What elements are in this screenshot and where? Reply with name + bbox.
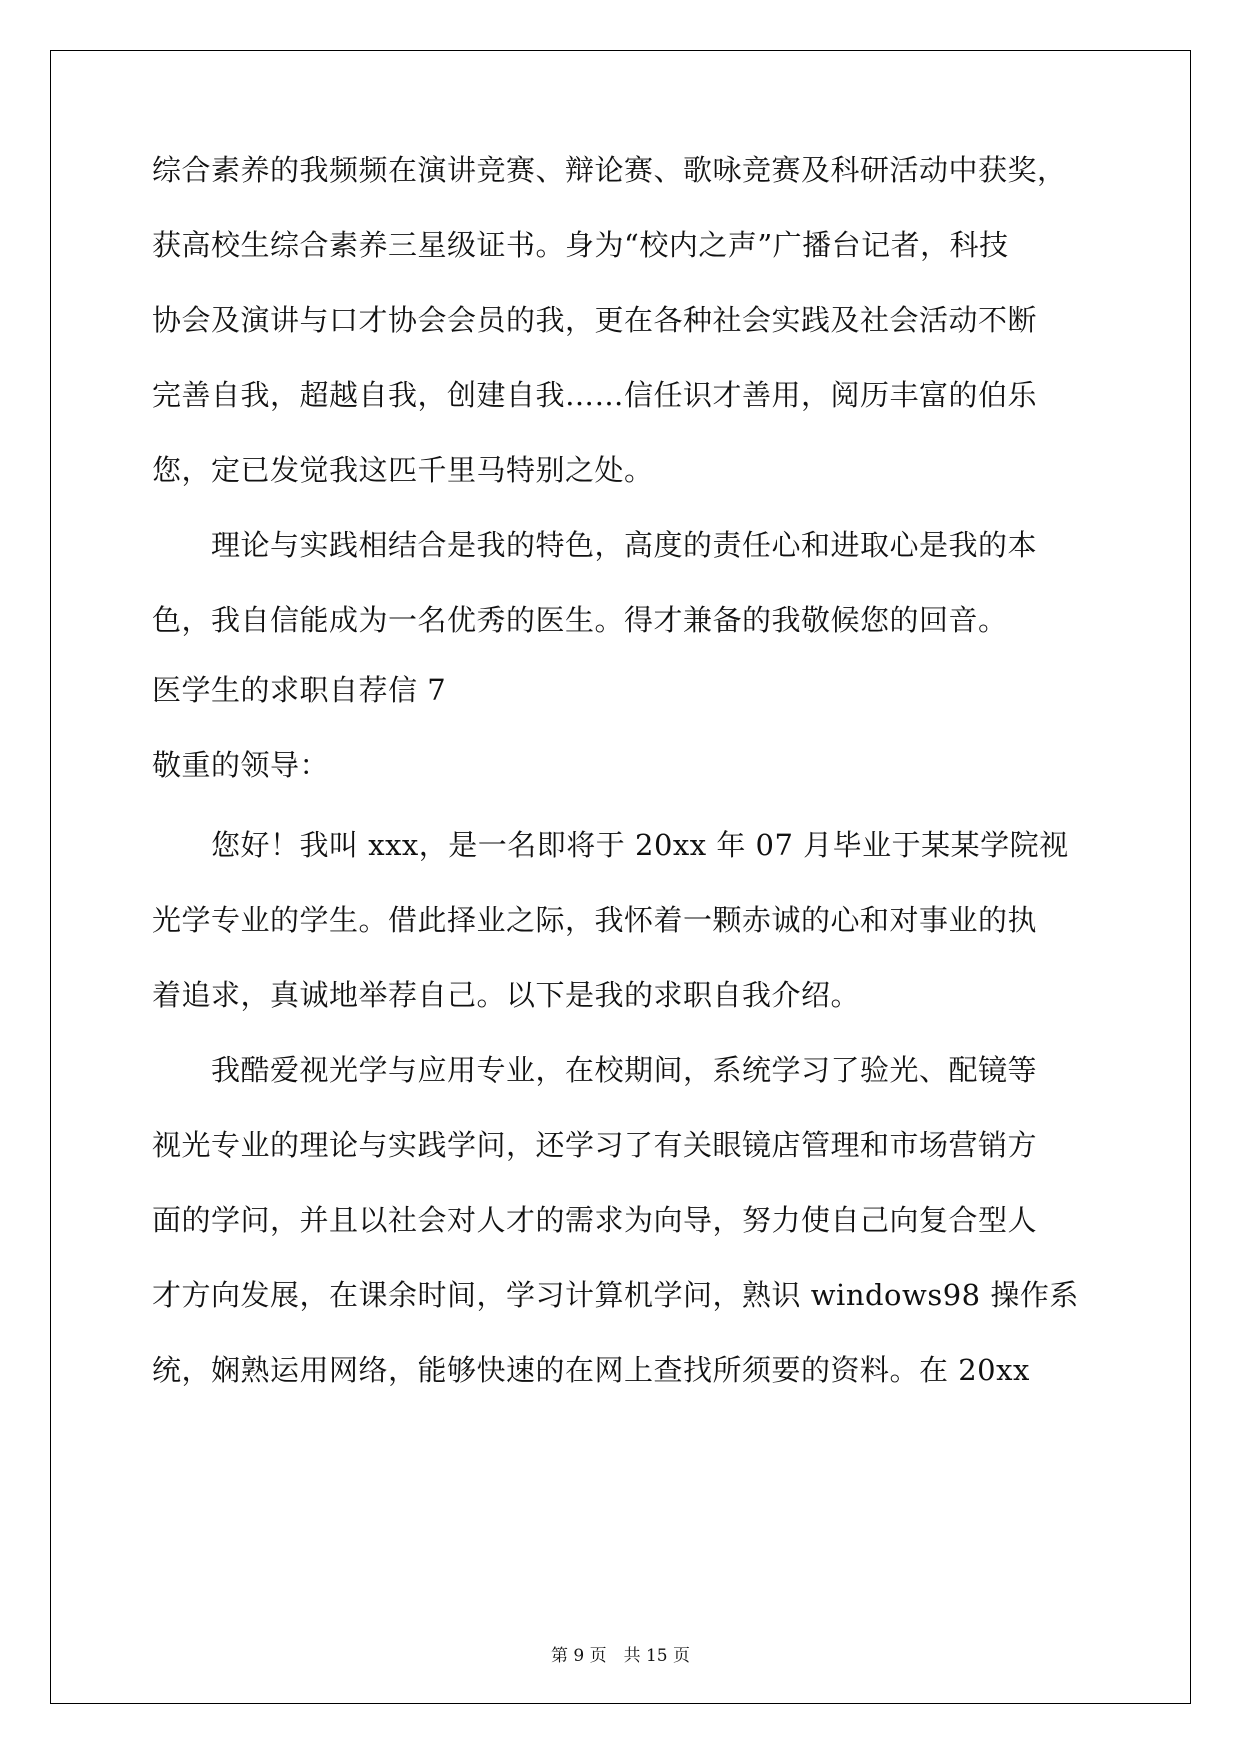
text-line: 才方向发展，在课余时间，学习计算机学问，熟识 windows98 操作系 bbox=[152, 1278, 1079, 1312]
text-line: 综合素养的我频频在演讲竞赛、辩论赛、歌咏竞赛及科研活动中获奖， bbox=[152, 153, 1067, 187]
text-line: 面的学问，并且以社会对人才的需求为向导，努力使自己向复合型人 bbox=[152, 1203, 1038, 1237]
text-line: 着追求，真诚地举荐自己。以下是我的求职自我介绍。 bbox=[152, 978, 861, 1012]
page-number-footer: 第 9 页 共 15 页 bbox=[550, 1646, 691, 1666]
section-heading: 医学生的求职自荐信 7 bbox=[152, 673, 447, 707]
text-line: 获高校生综合素养三星级证书。身为“校内之声”广播台记者，科技 bbox=[152, 228, 1009, 262]
text-line: 协会及演讲与口才协会会员的我，更在各种社会实践及社会活动不断 bbox=[152, 303, 1038, 337]
page-border bbox=[50, 50, 1191, 1704]
text-line: 统，娴熟运用网络，能够快速的在网上查找所须要的资料。在 20xx bbox=[152, 1353, 1030, 1387]
salutation: 敬重的领导： bbox=[152, 748, 330, 782]
text-line: 您好！我叫 xxx，是一名即将于 20xx 年 07 月毕业于某某学院视 bbox=[152, 828, 1069, 862]
text-line: 视光专业的理论与实践学问，还学习了有关眼镜店管理和市场营销方 bbox=[152, 1128, 1038, 1162]
text-line: 理论与实践相结合是我的特色，高度的责任心和进取心是我的本 bbox=[152, 528, 1038, 562]
text-line: 我酷爱视光学与应用专业，在校期间，系统学习了验光、配镜等 bbox=[152, 1053, 1038, 1087]
text-line: 光学专业的学生。借此择业之际，我怀着一颗赤诚的心和对事业的执 bbox=[152, 903, 1038, 937]
text-line: 完善自我，超越自我，创建自我……信任识才善用，阅历丰富的伯乐 bbox=[152, 378, 1038, 412]
text-line: 色，我自信能成为一名优秀的医生。得才兼备的我敬候您的回音。 bbox=[152, 603, 1008, 637]
text-line: 您，定已发觉我这匹千里马特别之处。 bbox=[152, 453, 654, 487]
